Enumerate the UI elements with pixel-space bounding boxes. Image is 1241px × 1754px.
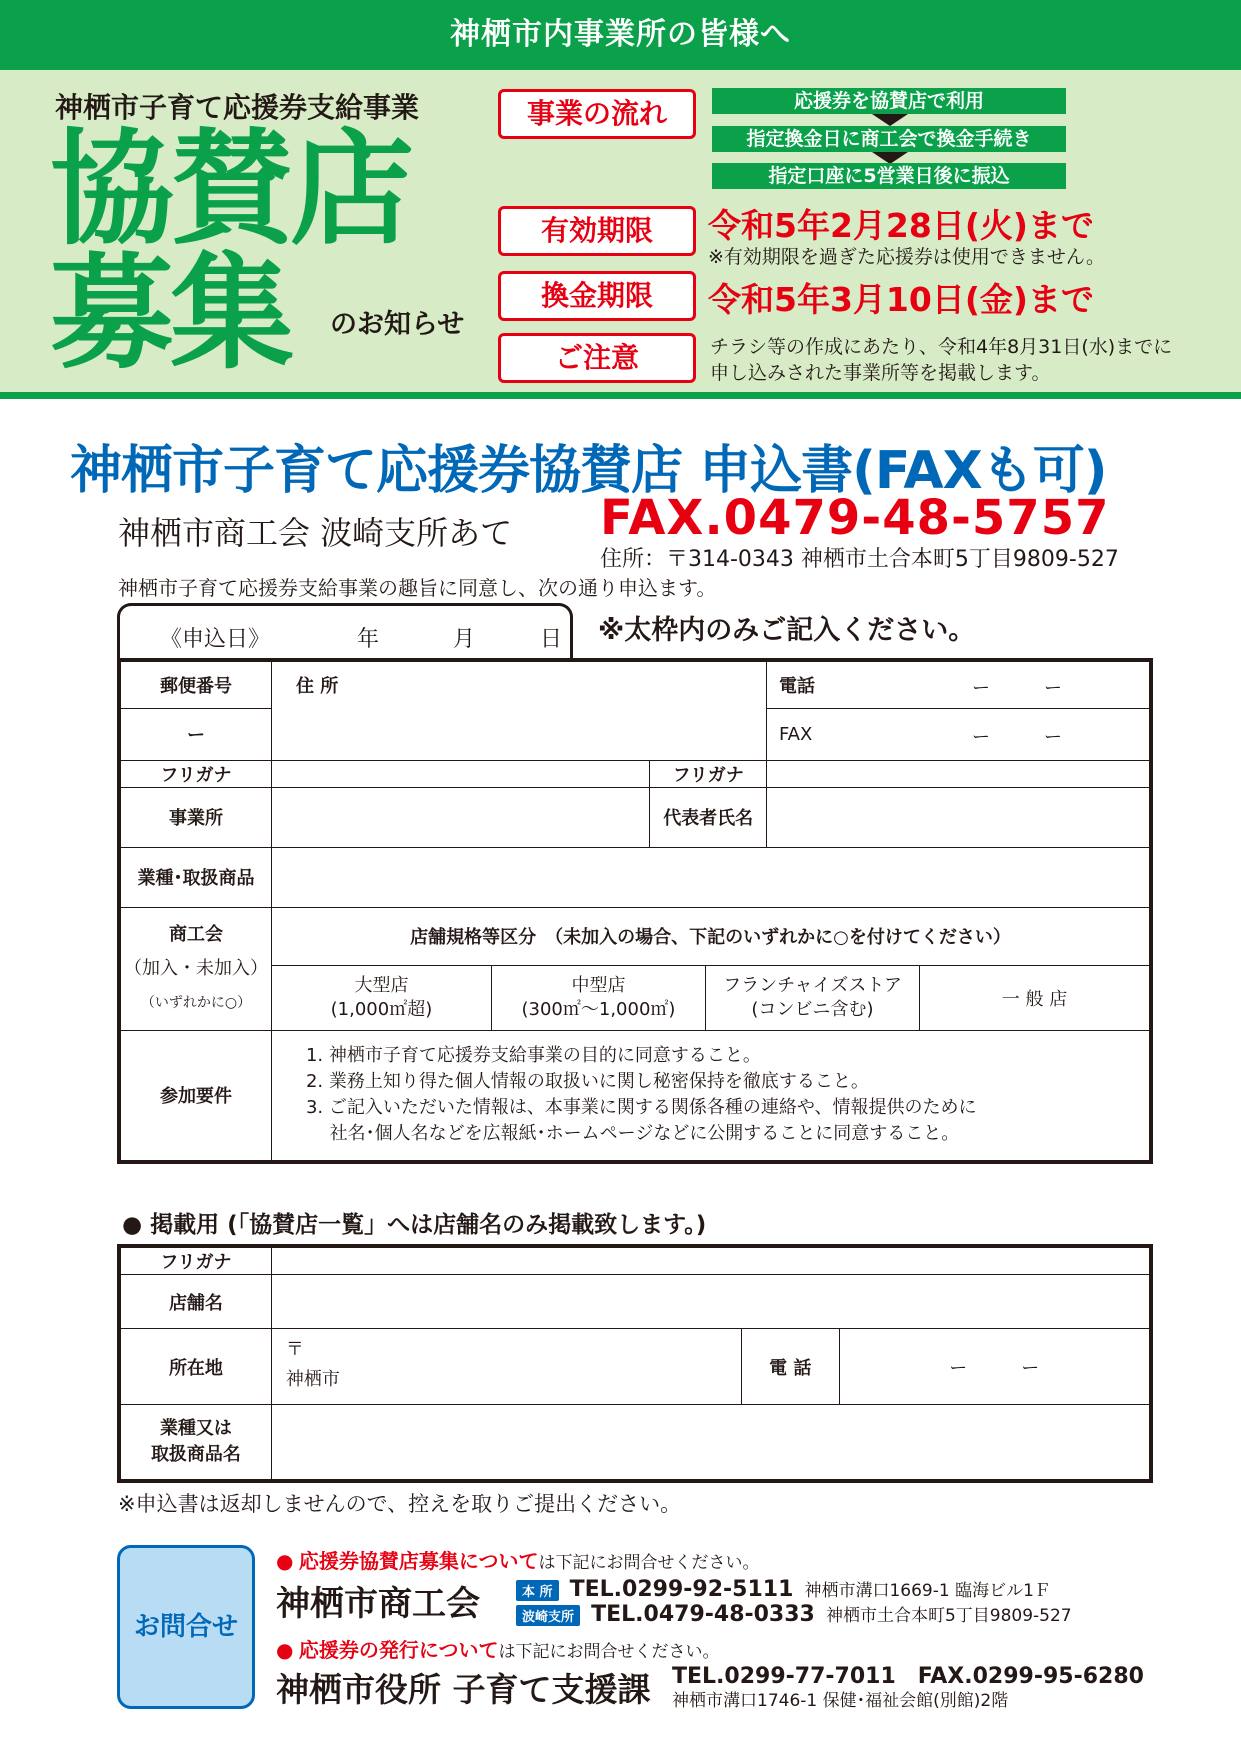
return-footnote: ※申込書は返却しませんので、控えを取りご提出ください。 [118,1492,682,1516]
size-general-name: 一 般 店 [1001,988,1068,1010]
listing-table [117,1244,1153,1483]
org2-address: 神栖市溝口1746-1 保健･福祉会館(別館)2階 [672,1691,1009,1711]
contact-box: お問合せ [117,1545,255,1709]
branch-address: 住所：〒314-0343 神栖市土合本町5丁目9809-527 [600,547,1119,572]
form-addressee: 神栖市商工会 波崎支所あて [118,514,513,552]
requirement-3: 3. ご記入いただいた情報は、本事業に関する関係各種の連絡や、情報提供のために [305,1097,977,1119]
postal-code-label: 郵便番号 [119,660,271,708]
location-field[interactable] [271,1329,741,1405]
listing-industry-field[interactable] [271,1405,1151,1481]
location-city: 神栖市 [285,1369,340,1390]
phone-dashes: ー ー [971,678,1062,699]
branch-office-tel: TEL.0479-48-0333 [591,1602,815,1627]
requirement-3-cont: 社名･個人名などを広報紙･ホームページなどに公開することに同意すること。 [305,1123,960,1145]
application-date-box[interactable] [117,603,573,659]
caution-label: ご注意 [498,333,696,383]
exchange-date: 令和5年3月10日(金)まで [708,280,1095,319]
requirement-1: 1. 神栖市子育て応援券支給事業の目的に同意すること。 [305,1045,761,1067]
chamber-note: （いずれかに○） [140,994,252,1011]
contact-q1-rest: は下記にお問合せください。 [538,1553,760,1573]
fax-number: FAX.0479-48-5757 [600,490,1110,546]
requirements-label: 参加要件 [119,1030,271,1162]
rep-furigana-field[interactable] [766,760,1151,787]
store-name-label: 店舗名 [119,1275,271,1329]
bullet-icon: ● [276,1638,294,1662]
form-title: 神栖市子育て応援券協賛店 申込書(FAXも可) [70,441,1107,501]
listing-phone-dashes: ー ー [949,1357,1040,1379]
store-furigana-label: フリガナ [119,1246,271,1275]
location-label: 所在地 [119,1329,271,1405]
size-option-large[interactable] [272,966,492,1030]
main-office-line [516,1576,1051,1602]
month-label: 月 [453,627,476,652]
requirement-2: 2. 業務上知り得た個人情報の取扱いに関し秘密保持を徹底すること。 [305,1071,869,1093]
flow-arrow-1 [872,114,908,126]
bullet-icon: ● [276,1549,294,1573]
size-option-franchise[interactable] [705,966,919,1030]
headline-suffix: のお知らせ [330,309,465,340]
fax-label: FAX [778,723,813,745]
phone-field[interactable] [766,660,1151,708]
hero-divider [0,392,1241,399]
business-field[interactable] [271,787,649,847]
postal-code-field[interactable] [119,708,271,760]
fax-dashes: ー ー [971,726,1062,748]
size-option-general[interactable] [919,966,1149,1030]
store-furigana-field[interactable] [271,1246,1151,1275]
listing-industry-label-1: 業種又は [159,1417,232,1439]
size-options-cell [271,965,1151,1030]
address-label: 住 所 [295,676,339,697]
location-postal-mark: 〒 [285,1339,304,1360]
chamber-label: 商工会 [168,923,223,945]
contact-q1-red: 応援券協賛店募集について [298,1549,539,1573]
date-label: 《申込日》 [160,627,271,652]
business-furigana-field[interactable] [271,760,649,787]
flow-step-3: 指定口座に5営業日後に振込 [712,163,1066,189]
fill-instruction: ※太枠内のみご記入ください。 [598,615,976,646]
main-office-tag: 本 所 [516,1580,559,1601]
caution-line1: チラシ等の作成にあたり、令和4年8月31日(水)までに [710,336,1173,358]
size-franchise-name: フランチャイズストア [723,974,902,996]
rep-field[interactable] [766,787,1151,847]
contact-q1 [276,1545,759,1574]
flow-step-1: 応援券を協賛店で利用 [712,88,1066,114]
org2-name: 神栖市役所 子育て支援課 [276,1670,651,1709]
chamber-sub: （加入・未加入） [123,957,268,979]
chamber-cell[interactable] [119,907,271,1030]
phone-label: 電話 [778,675,815,697]
listing-heading: ● 掲載用 (「協賛店一覧」へは店舗名のみ掲載致します。) [122,1212,707,1238]
branch-office-address: 神栖市土合本町5丁目9809-527 [825,1606,1072,1626]
store-name-field[interactable] [271,1275,1151,1329]
exchange-label: 換金期限 [498,271,696,321]
caution-line2: 申し込みされた事業所等を掲載します。 [710,362,1051,384]
listing-industry-label-2: 取扱商品名 [150,1443,241,1465]
business-label: 事業所 [119,787,271,847]
flow-step-2: 指定換金日に商工会で換金手続き [712,126,1066,152]
size-large-detail: (1,000㎡超) [330,998,433,1020]
size-medium-detail: (300㎡～1,000㎡) [521,998,676,1020]
listing-industry-label [119,1405,271,1481]
size-option-medium[interactable] [491,966,705,1030]
year-label: 年 [357,627,380,652]
day-label: 日 [540,627,563,652]
headline-line2: 募集 [50,242,291,386]
size-options [272,966,1149,1030]
business-furigana-label: フリガナ [119,760,271,787]
industry-field[interactable] [271,847,1151,907]
validity-note: ※有効期限を過ぎた応援券は使用できません。 [708,246,1106,268]
rep-label: 代表者氏名 [650,787,767,847]
listing-phone-label: 電 話 [741,1329,839,1405]
fax-field[interactable] [766,708,1151,760]
postal-dash: ー [186,725,205,746]
top-banner: 神栖市内事業所の皆様へ [0,0,1241,70]
size-medium-name: 中型店 [571,974,626,996]
org1-name: 神栖市商工会 [276,1584,480,1624]
main-office-address: 神栖市溝口1669-1 臨海ビル1Ｆ [804,1581,1051,1601]
requirements-list [271,1030,1151,1162]
contact-q2-red: 応援券の発行について [298,1638,499,1662]
headline-line1: 協賛店 [50,118,411,262]
size-franchise-detail: (コンビニ含む) [751,998,874,1020]
flow-label: 事業の流れ [498,89,696,139]
org2-tel-fax: TEL.0299-77-7011 FAX.0299-95-6280 [672,1664,1144,1689]
branch-office-line [516,1601,1072,1627]
agreement-text: 神栖市子育て応援券支給事業の趣旨に同意し、次の通り申込ます。 [118,576,717,600]
contact-q2 [276,1634,719,1663]
program-name: 神栖市子育て応援券支給事業 [55,91,420,124]
address-field[interactable] [271,660,766,760]
size-large-name: 大型店 [354,974,409,996]
branch-office-tag: 波崎支所 [516,1605,580,1626]
contact-q2-rest: は下記にお問合せください。 [498,1642,720,1662]
validity-date: 令和5年2月28日(火)まで [708,206,1095,245]
main-office-tel: TEL.0299-92-5111 [569,1577,794,1602]
validity-label: 有効期限 [498,206,696,256]
listing-phone-field[interactable] [839,1329,1151,1405]
rep-furigana-label: フリガナ [650,760,767,787]
size-header: 店舗規格等区分 （未加入の場合、下記のいずれかに○を付けてください） [271,907,1151,965]
application-form-table [117,658,1153,1164]
industry-label: 業種･取扱商品 [119,847,271,907]
